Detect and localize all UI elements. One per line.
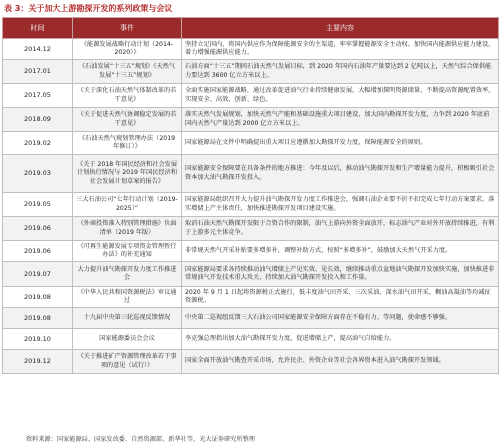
- cell-content: 国家能源局组织召开大力提升油气勘探开发力度工作推进会，强调石油企业要不折不扣完成七年行动方案要求，落实增储上产主体责任，加快推进勘探开发项目建设实施。: [182, 193, 499, 217]
- cell-content: 取消石油天然气勘探开发限于合资合作的限制，油气上游向外资全面放开，标志油气产业对外开放持续推进，有利于上游多元主体竞争。: [182, 217, 499, 241]
- header-content: 主要内容: [182, 18, 499, 39]
- header-date: 时间: [3, 18, 73, 39]
- source-note: 资料来源：国家能源局、国家发改委、自然资源部、新华社等，光大证券研究所整理: [26, 436, 255, 443]
- cell-event: 《关于深化石油天然气体制改革的若干意见》: [73, 84, 182, 108]
- cell-content: 全面实施国家能源战略，通过改革促进油气行业持续健康发展，大幅增加探明资源储量，不断提高资源配置效率，实现安全、高效、创新、绿色。: [182, 84, 499, 108]
- cell-date: 2019.02: [3, 132, 73, 155]
- table-row: [3, 329, 499, 350]
- cell-event: 国家能源委员会会议: [73, 329, 182, 350]
- cell-content: 石油方面“十三五”期间石油天然气发展目标，到 2020 年国内石油年产量要达到 2 亿吨以上，天然气综合保供能力要达到 3600 亿立方米以上。: [182, 60, 499, 84]
- cell-event: 《中华人民共和国资源税法》审议通过: [73, 287, 182, 308]
- cell-event: 《外商投资准入特别管理措施》负面清单（2019 年版）: [73, 217, 182, 241]
- table-row: [3, 84, 499, 108]
- table-row: [3, 287, 499, 308]
- cell-event: 三大石油公司“七年行动计划（2019-2025）”: [73, 193, 182, 217]
- cell-date: 2019.06: [3, 241, 73, 262]
- cell-date: 2018.09: [3, 108, 73, 132]
- table-row: [3, 39, 499, 60]
- table-row: [3, 60, 499, 84]
- table-row: [3, 193, 499, 217]
- cell-date: 2014.12: [3, 39, 73, 60]
- table-header-row: [3, 18, 499, 39]
- cell-date: 2017.05: [3, 84, 73, 108]
- cell-date: 2019.06: [3, 217, 73, 241]
- cell-date: 2019.05: [3, 193, 73, 217]
- cell-date: 2019.07: [3, 262, 73, 287]
- cell-event: 《石油天然气规划管理办法（2019 年修订）》: [73, 132, 182, 155]
- cell-event: 《关于 2018 年国民经济和社会发展计划执行情况与 2019 年国民经济和社会发展计划草案的报告》: [73, 155, 182, 193]
- cell-content: 国家全面开放油气勘查开采市场，允许民企、外资企业等社会各界资本进入油气勘探开发领域。: [182, 350, 499, 374]
- table-row: [3, 241, 499, 262]
- cell-event: 《关于推进矿产资源管理改革若干事项的意见（试行）》: [73, 350, 182, 374]
- policy-table: [2, 17, 499, 374]
- cell-content: 坚持立足国内，将国内供应作为保障能源安全的主渠道，牢牢掌握能源安全主动权。加快国内能源供应能力建设，着力增强能源供应能力。: [182, 39, 499, 60]
- table-row: [3, 132, 499, 155]
- table-row: [3, 155, 499, 193]
- cell-date: 2019.08: [3, 287, 73, 308]
- cell-event: 《关于促进天然气协调稳定发展的若干意见》: [73, 108, 182, 132]
- cell-event: 《能源发展战略行动计划（2014-2020）》: [73, 39, 182, 60]
- cell-content: 国家能源安全保障要在具备条件的地方推进：今年及以后，推动油气勘探开发和生产增量能力提升，积极吸引社会资本加大油气勘探开发投入。: [182, 155, 499, 193]
- table-row: [3, 108, 499, 132]
- table-row: [3, 308, 499, 329]
- header-event: 事件: [73, 18, 182, 39]
- cell-event: 《石油发展“十三五”规划》《天然气发展“十三五”规划》: [73, 60, 182, 84]
- cell-event: 十九届中央第三轮巡视反馈情况: [73, 308, 182, 329]
- table-body: [3, 39, 499, 374]
- cell-date: 2019.12: [3, 350, 73, 374]
- table-title: 表 3：关于加大上游勘探开发的系列政策与会议: [4, 4, 173, 13]
- cell-date: 2017.01: [3, 60, 73, 84]
- cell-date: 2019.10: [3, 329, 73, 350]
- cell-content: 国家能源局在文件中明确提出重大项目应遵循加大勘探开发力度，保障能源安全的原则。: [182, 132, 499, 155]
- table-row: [3, 350, 499, 374]
- cell-event: 大力提升油气勘探开发力度工作推进会: [73, 262, 182, 287]
- cell-content: 中央第二巡视组反馈三大石油公司国家能源安全保障方面存在不稳有力、等问题，使命感不够强。: [182, 308, 499, 329]
- table-row: [3, 217, 499, 241]
- cell-content: 国家能源局要求各持续推动油气增储上产见实效、见长效，继续推动重点盆地油气勘探开发加快实施，加快推进非常规油气开发技术重大攻关，持续加大油气勘探开发投入和工作量。: [182, 262, 499, 287]
- table-row: [3, 262, 499, 287]
- cell-content: 李克强总理指出加大油气勘探开发力度，促进增储上产，提高油气自给能力。: [182, 329, 499, 350]
- cell-date: 2019.08: [3, 308, 73, 329]
- cell-content: 2020 年 9 月 1 日起将资源税正式施行，低丰度油气田开采、三次采油、深水油气田开采，稠油高凝油等均减征资源税。: [182, 287, 499, 308]
- cell-content: 落实天然气发展规划，加快天然气产能和基础设施重大项目建设，加大国内勘探开发力度，力争到 2020 年底前国内天然气产量达到 2000 亿立方米以上。: [182, 108, 499, 132]
- cell-date: 2019.03: [3, 155, 73, 193]
- cell-content: 非常规天然气开采补贴要多增多补，调整补助方式，按照“多增多补”，鼓励加大天然气开采力度。: [182, 241, 499, 262]
- cell-event: 《可再生能源发展专项资金管理暂行办法》的补充通知: [73, 241, 182, 262]
